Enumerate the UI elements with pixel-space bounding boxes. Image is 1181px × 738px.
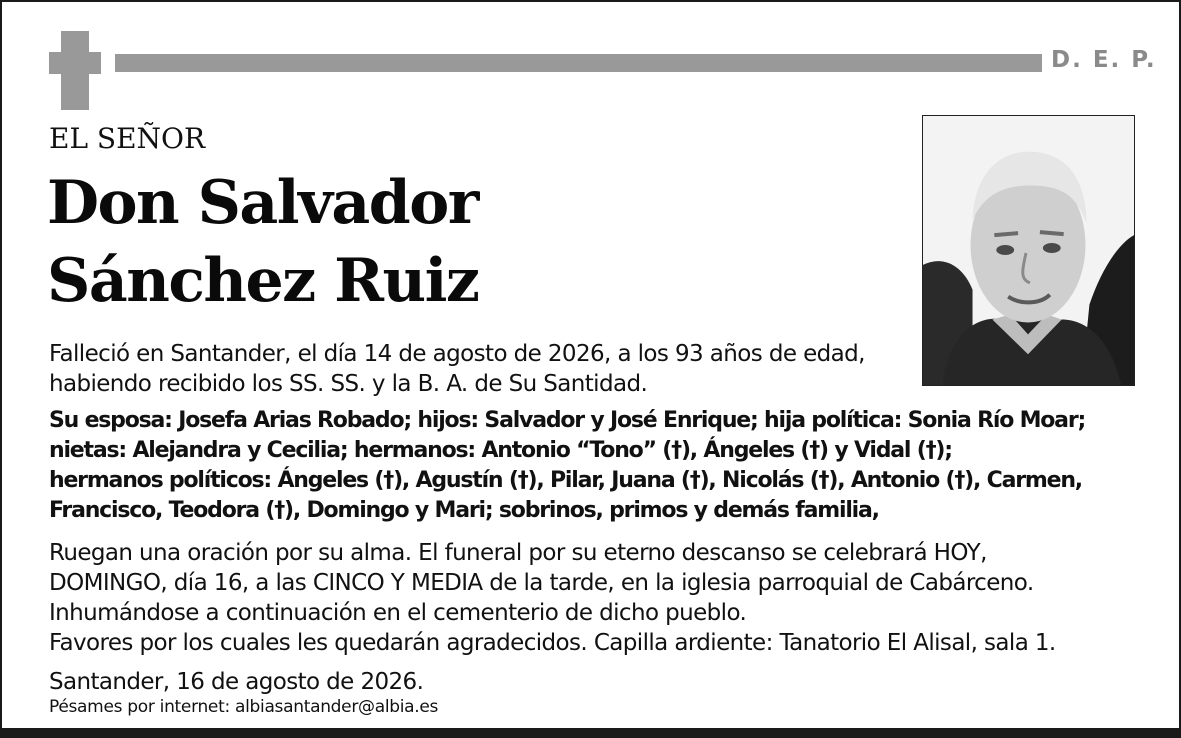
service-line: Ruegan una oración por su alma. El funeral por su eterno descanso se celebrará HOY, (49, 540, 987, 566)
service-paragraph (49, 538, 1149, 658)
family-line: hermanos políticos: Ángeles (†), Agustín (†), Pilar, Juana (†), Nicolás (†), Antonio (†), Carmen, (49, 468, 1082, 493)
place-date: Santander, 16 de agosto de 2026. (49, 669, 424, 695)
family-line: Francisco, Teodora (†), Domingo y Mari; sobrinos, primos y demás familia, (49, 498, 879, 523)
family-line: Su esposa: Josefa Arias Robado; hijos: Salvador y José Enrique; hija política: Sonia Río Moar; (49, 408, 1086, 433)
deceased-name-line-1: Don Salvador (47, 168, 478, 238)
death-notice-line: Falleció en Santander, el día 14 de agosto de 2026, a los 93 años de edad, (49, 341, 865, 367)
cross-icon-horizontal (49, 52, 101, 74)
condolences-contact: Pésames por internet: albiasantander@albia.es (49, 697, 439, 717)
header-rule (115, 54, 1042, 72)
deceased-name-line-2: Sánchez Ruiz (47, 246, 479, 316)
service-line: Inhumándose a continuación en el cementerio de dicho pueblo. (49, 600, 747, 626)
death-notice-line: habiendo recibido los SS. SS. y la B. A. de Su Santidad. (49, 371, 648, 397)
service-line: DOMINGO, día 16, a las CINCO Y MEDIA de la tarde, en la iglesia parroquial de Cabárceno. (49, 570, 1034, 596)
family-line: nietas: Alejandra y Cecilia; hermanos: Antonio “Tono” (†), Ángeles (†) y Vidal (†); (49, 438, 952, 463)
dep-label: D. E. P. (1051, 47, 1157, 73)
honorific-title: EL SEÑOR (49, 122, 206, 155)
death-notice-paragraph (49, 339, 1149, 399)
service-line: Favores por los cuales les quedarán agradecidos. Capilla ardiente: Tanatorio El Alisal, sala 1. (49, 630, 1056, 656)
family-paragraph (49, 406, 1149, 526)
